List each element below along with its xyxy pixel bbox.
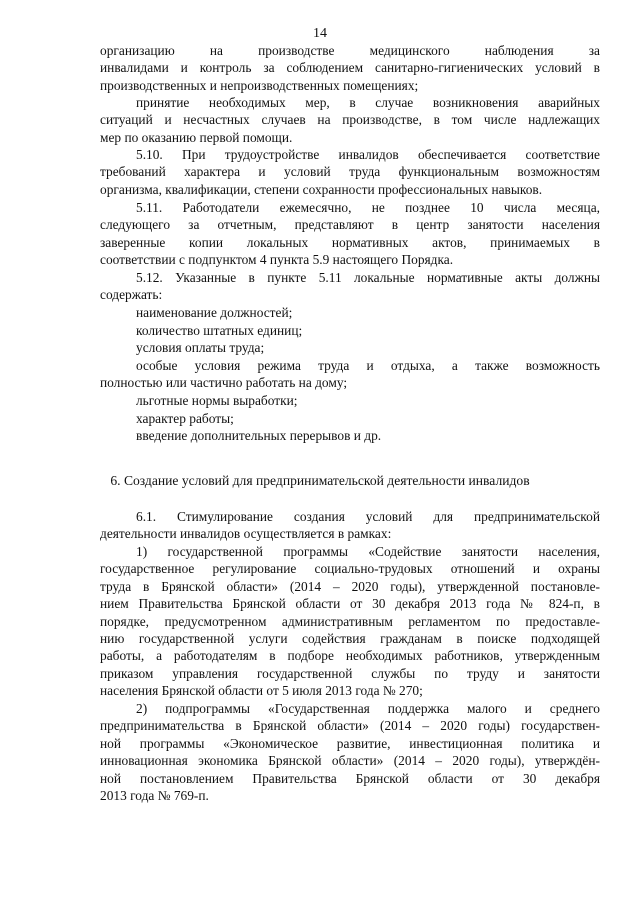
text-line: заверенные копии локальных нормативных актов, принимаемых в bbox=[100, 234, 600, 250]
text-line: производственных и непроизводственных помещениях; bbox=[100, 77, 419, 93]
paragraph-5-12 bbox=[100, 269, 600, 304]
list-item-pay-conditions bbox=[100, 339, 600, 356]
text-line: особые условия режима труда и отдыха, а также возможность bbox=[136, 358, 600, 373]
text-line: государственное регулирование социально-трудовых отношений и охраны bbox=[100, 561, 600, 577]
list-item-breaks bbox=[100, 427, 600, 444]
text-line: нию государственной услуги содействия гражданам в поиске подходящей bbox=[100, 631, 600, 647]
text-line: содержать: bbox=[100, 287, 163, 303]
text-line: 5.10. При трудоустройстве инвалидов обеспечивается соответствие bbox=[136, 147, 600, 162]
text-line: приказом управления государственной службы по труду и занятости bbox=[100, 665, 600, 681]
text-line: ситуаций и несчастных случаев на производстве, в том числе надлежащих bbox=[100, 112, 600, 128]
paragraph-5-11 bbox=[100, 199, 600, 269]
text-line: наименование должностей; bbox=[136, 305, 293, 320]
text-line: ной постановлением Правительства Брянской области от 30 декабря bbox=[100, 770, 600, 786]
text-line: количество штатных единиц; bbox=[136, 323, 303, 338]
list-item-output-norms bbox=[100, 392, 600, 409]
text-line: льготные нормы выработки; bbox=[136, 393, 298, 408]
text-line: принятие необходимых мер, в случае возникновения аварийных bbox=[136, 95, 600, 110]
paragraph-medical-observation bbox=[100, 42, 600, 94]
text-line: ной программы «Экономическое развитие, инвестиционная политика и bbox=[100, 735, 600, 751]
text-line: характер работы; bbox=[136, 411, 234, 426]
text-line: требований характера и условий труда функциональным возможностям bbox=[100, 164, 600, 180]
text-line: предпринимательства в Брянской области» (2014 – 2020 годы) государствен- bbox=[100, 718, 600, 734]
paragraph-subprogram bbox=[100, 700, 600, 804]
text-line: 5.12. Указанные в пункте 5.11 локальные нормативные акты должны bbox=[136, 270, 600, 285]
text-line: деятельности инвалидов осуществляется в рамках: bbox=[100, 526, 392, 542]
text-line: 1) государственной программы «Содействие занятости населения, bbox=[136, 544, 600, 559]
section-heading: 6. Создание условий для предпринимательской деятельности инвалидов bbox=[110, 473, 530, 488]
text-line: соответствии с подпунктом 4 пункта 5.9 настоящего Порядка. bbox=[100, 252, 454, 268]
paragraph-emergency-measures bbox=[100, 94, 600, 146]
text-line: порядке, предусмотренном административным регламентом по предоставле- bbox=[100, 613, 600, 629]
text-line: работы, а работодателям в подборе необходимых работников, утвержденным bbox=[100, 648, 600, 664]
text-line: 5.11. Работодатели ежемесячно, не позднее 10 числа месяца, bbox=[136, 200, 600, 215]
list-item-special-conditions bbox=[100, 357, 600, 392]
text-line: организацию на производстве медицинского наблюдения за bbox=[100, 43, 600, 58]
text-line: труда в Брянской области» (2014 – 2020 годы), утвержденной постановле- bbox=[100, 578, 600, 594]
text-line: 6.1. Стимулирование создания условий для предпринимательской bbox=[136, 509, 600, 524]
list-item-staff-units bbox=[100, 322, 600, 339]
text-line: инвалидами и контроль за соблюдением санитарно-гигиенических условий в bbox=[100, 60, 600, 76]
text-line: населения Брянской области от 5 июля 2013 года № 270; bbox=[100, 683, 423, 699]
text-line: введение дополнительных перерывов и др. bbox=[136, 428, 382, 443]
text-line: мер по оказанию первой помощи. bbox=[100, 129, 293, 145]
list-item-positions bbox=[100, 304, 600, 321]
paragraph-5-10 bbox=[100, 146, 600, 198]
paragraph-state-program bbox=[100, 543, 600, 700]
text-line: полностью или частично работать на дому; bbox=[100, 375, 348, 391]
paragraph-6-1 bbox=[100, 508, 600, 543]
text-line: условия оплаты труда; bbox=[136, 340, 265, 355]
text-line: 2) подпрограммы «Государственная поддержка малого и среднего bbox=[136, 701, 600, 716]
text-line: 2013 года № 769-п. bbox=[100, 788, 209, 804]
text-line: организма, квалификации, степени сохранности профессиональных навыков. bbox=[100, 181, 543, 197]
page-number: 14 bbox=[313, 26, 327, 41]
text-line: следующего за отчетным, представляют в центр занятости населения bbox=[100, 217, 600, 233]
text-line: инновационная экономика Брянской области» (2014 – 2020 годы), утверждён- bbox=[100, 753, 600, 769]
text-line: нием Правительства Брянской области от 30 декабря 2013 года № 824-п, в bbox=[100, 596, 600, 612]
list-item-work-nature bbox=[100, 410, 600, 427]
